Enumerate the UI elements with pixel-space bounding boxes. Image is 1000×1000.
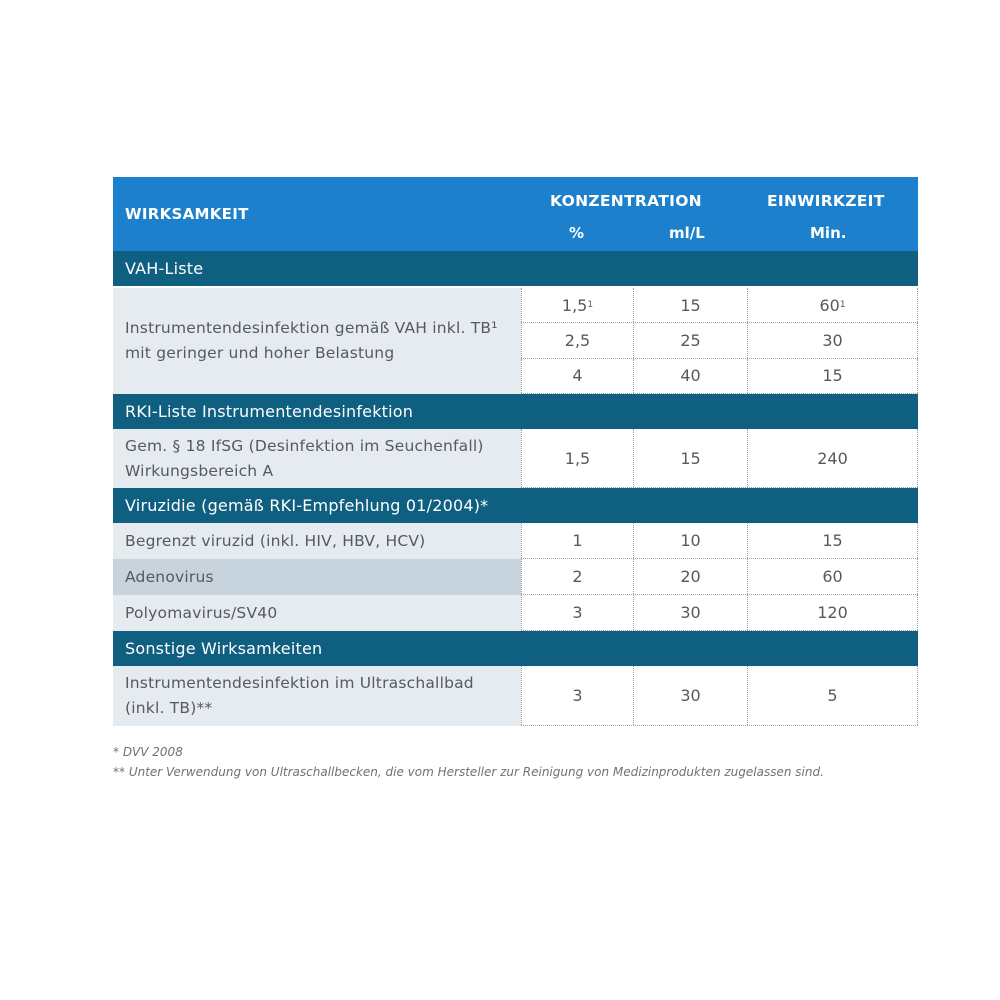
cell-ml: 15 (633, 288, 747, 322)
cell-min: 60 (747, 559, 918, 594)
row-label: Instrumentendesinfektion im Ultraschallbad (inkl. TB)** (113, 666, 521, 726)
row-values (521, 595, 918, 631)
cell-percent: 1,5 1 (521, 288, 633, 322)
row-label: Adenovirus (113, 559, 521, 595)
section-sonstige: Sonstige Wirksamkeiten (113, 631, 918, 666)
row-label: Gem. § 18 IfSG (Desinfektion im Seuchenfall) Wirkungsbereich A (113, 429, 521, 488)
table-header (113, 177, 918, 251)
cell-ml: 15 (633, 429, 747, 487)
cell-min: 15 (747, 359, 918, 393)
table-row (113, 288, 918, 394)
cell-min: 120 (747, 595, 918, 630)
section-viruzidie: Viruzidie (gemäß RKI-Empfehlung 01/2004)* (113, 488, 918, 523)
cell-percent: 1 (521, 523, 633, 558)
table-row (113, 595, 918, 631)
table-row (113, 666, 918, 726)
table-row (113, 523, 918, 559)
cell-ml: 40 (633, 359, 747, 393)
table-subrow (521, 523, 918, 559)
efficacy-table (113, 177, 918, 726)
row-values (521, 559, 918, 595)
table-subrow (521, 429, 918, 488)
header-min: Min. (810, 224, 847, 242)
cell-min: 5 (747, 666, 918, 725)
cell-min: 30 (747, 323, 918, 357)
row-label: Polyomavirus/SV40 (113, 595, 521, 631)
cell-min: 15 (747, 523, 918, 558)
cell-percent: 1,5 (521, 429, 633, 487)
cell-percent: 3 (521, 666, 633, 725)
footnote-dvv: * DVV 2008 (113, 745, 183, 759)
footnote-ultraschall: ** Unter Verwendung von Ultraschallbecken, die vom Hersteller zur Reinigung von Medizinprodukten zugelassen sind. (113, 765, 824, 779)
header-konzentration: KONZENTRATION (550, 192, 702, 210)
row-label: Instrumentendesinfektion gemäß VAH inkl. TB¹ mit geringer und hoher Belastung (113, 288, 521, 394)
cell-ml: 10 (633, 523, 747, 558)
table-subrow (521, 666, 918, 726)
header-percent: % (569, 224, 585, 242)
table-subrow (521, 559, 918, 595)
cell-percent: 3 (521, 595, 633, 630)
row-values (521, 429, 918, 488)
section-rki: RKI-Liste Instrumentendesinfektion (113, 394, 918, 429)
table-subrow (521, 359, 918, 394)
row-values (521, 666, 918, 726)
cell-percent: 2,5 (521, 323, 633, 357)
section-vah: VAH-Liste (113, 251, 918, 286)
cell-percent: 4 (521, 359, 633, 393)
cell-ml: 25 (633, 323, 747, 357)
cell-min: 60 1 (747, 288, 918, 322)
table-subrow (521, 288, 918, 323)
cell-ml: 20 (633, 559, 747, 594)
header-ml-per-l: ml/L (669, 224, 705, 242)
row-values (521, 523, 918, 559)
cell-min: 240 (747, 429, 918, 487)
row-values (521, 288, 918, 394)
header-einwirkzeit: EINWIRKZEIT (767, 192, 885, 210)
header-wirksamkeit: WIRKSAMKEIT (125, 205, 249, 223)
table-row (113, 559, 918, 595)
cell-ml: 30 (633, 666, 747, 725)
cell-percent: 2 (521, 559, 633, 594)
table-subrow (521, 323, 918, 358)
table-row (113, 429, 918, 488)
table-subrow (521, 595, 918, 631)
footnotes (113, 742, 824, 782)
cell-ml: 30 (633, 595, 747, 630)
row-label: Begrenzt viruzid (inkl. HIV, HBV, HCV) (113, 523, 521, 559)
